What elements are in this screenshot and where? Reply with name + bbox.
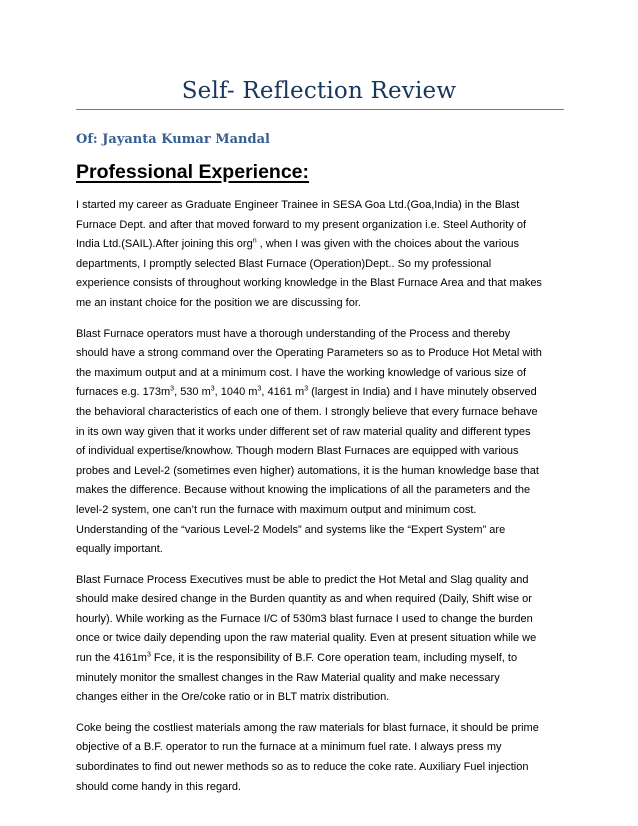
text-run: Blast Furnace operators must have a thorough understanding of the Process and thereby — [76, 327, 511, 340]
section-heading: Professional Experience: — [76, 161, 310, 183]
text-run: makes the difference. Because without knowing the implications of all the parameters and the — [76, 484, 531, 497]
text-run: I started my career as Graduate Engineer Trainee in SESA Goa Ltd.(Goa,India) in the Blast — [76, 199, 520, 211]
paragraph-4 — [76, 719, 566, 797]
author-line: Of: Jayanta Kumar Mandal — [76, 132, 270, 147]
text-run: departments, I promptly selected Blast Furnace (Operation)Dept.. So my professional — [76, 257, 492, 270]
text-line — [76, 196, 566, 216]
text-line — [76, 688, 566, 708]
text-line — [76, 669, 566, 689]
superscript: 3 — [257, 385, 262, 393]
superscript: 3 — [304, 385, 309, 393]
text-line — [76, 294, 566, 314]
text-run: Coke being the costliest materials among the raw materials for blast furnace, it should be prime — [76, 721, 539, 734]
superscript: 3 — [170, 385, 175, 393]
paragraph-2 — [76, 325, 566, 560]
text-run: objective of a B.F. operator to run the furnace at a minimum fuel rate. I always press my — [76, 741, 502, 754]
text-line — [76, 383, 566, 403]
text-run: should make desired change in the Burden quantity as and when required (Daily, Shift wise or — [76, 593, 532, 606]
text-run: , 1040 m — [214, 386, 258, 399]
text-line — [76, 778, 566, 798]
text-run: Fce, it is the responsibility of B.F. Core operation team, including myself, to — [150, 652, 518, 665]
body-text — [76, 196, 566, 808]
text-line — [76, 462, 566, 482]
text-line — [76, 590, 566, 610]
text-line — [76, 423, 566, 443]
text-line — [76, 629, 566, 649]
text-line — [76, 403, 566, 423]
text-run: changes either in the Ore/coke ratio or in BLT matrix distribution. — [76, 691, 390, 704]
superscript: 3 — [146, 651, 151, 659]
text-run: , 530 m — [174, 386, 211, 399]
text-line — [76, 364, 566, 384]
paragraph-3 — [76, 571, 566, 708]
text-run: the maximum output and at a minimum cost. I have the working knowledge of various size of — [76, 366, 526, 379]
text-line — [76, 719, 566, 739]
paragraph-1 — [76, 196, 566, 314]
text-run: , when I was given with the choices about the various — [256, 238, 519, 251]
text-line — [76, 571, 566, 591]
page-title: Self- Reflection Review — [181, 78, 457, 104]
text-run: once or twice daily depending upon the raw material quality. Even at present situation while we — [76, 632, 537, 645]
superscript: n — [252, 237, 257, 245]
text-run: the behavioral characteristics of each one of them. I strongly believe that every furnace behave — [76, 405, 538, 418]
title-underline-rule — [76, 109, 564, 110]
text-line — [76, 610, 566, 630]
text-run: run the 4161m — [76, 652, 147, 665]
superscript: 3 — [210, 385, 215, 393]
text-line — [76, 216, 566, 236]
text-run: hourly). While working as the Furnace I/C of 530m3 blast furnace I used to change the burden — [76, 612, 533, 625]
text-line — [76, 344, 566, 364]
text-run: Furnace Dept. and after that moved forward to my present organization i.e. Steel Authority of — [76, 218, 527, 231]
text-line — [76, 540, 566, 560]
text-run: India Ltd.(SAIL).After joining this org — [76, 238, 253, 251]
text-run: should come handy in this regard. — [76, 780, 242, 793]
text-run: furnaces e.g. 173m — [76, 386, 171, 399]
text-run: subordinates to find out newer methods so as to reduce the coke rate. Auxiliary Fuel injection — [76, 761, 529, 774]
text-run: Blast Furnace Process Executives must be able to predict the Hot Metal and Slag quality and — [76, 573, 529, 586]
text-line — [76, 255, 566, 275]
text-line — [76, 481, 566, 501]
text-run: Understanding of the “various Level-2 Models” and systems like the “Expert System” are — [76, 523, 506, 536]
text-line — [76, 235, 566, 255]
text-run: experience consists of throughout working knowledge in the Blast Furnace Area and that makes — [76, 277, 542, 290]
text-run: equally important. — [76, 543, 163, 556]
text-line — [76, 521, 566, 541]
text-line — [76, 738, 566, 758]
text-run: minutely monitor the smallest changes in the Raw Material quality and make necessary — [76, 671, 500, 684]
text-run: of individual expertise/knowhow. Though modern Blast Furnaces are equipped with various — [76, 445, 519, 458]
text-run: me an instant choice for the position we are discussing for. — [76, 296, 361, 309]
text-run: should have a strong command over the Operating Parameters so as to Produce Hot Metal with — [76, 347, 542, 360]
text-line — [76, 325, 566, 345]
text-run: probes and Level-2 (sometimes even higher) automations, it is the human knowledge base that — [76, 464, 539, 477]
text-line — [76, 442, 566, 462]
text-run: , 4161 m — [261, 386, 305, 399]
text-line — [76, 501, 566, 521]
text-line — [76, 758, 566, 778]
text-line — [76, 274, 566, 294]
text-run: (largest in India) and I have minutely observed — [308, 386, 537, 399]
text-line — [76, 649, 566, 669]
text-run: level-2 system, one can’t run the furnace with maximum output and minimum cost. — [76, 503, 477, 516]
text-run: in its own way given that it works under different set of raw material quality and different types — [76, 425, 531, 438]
